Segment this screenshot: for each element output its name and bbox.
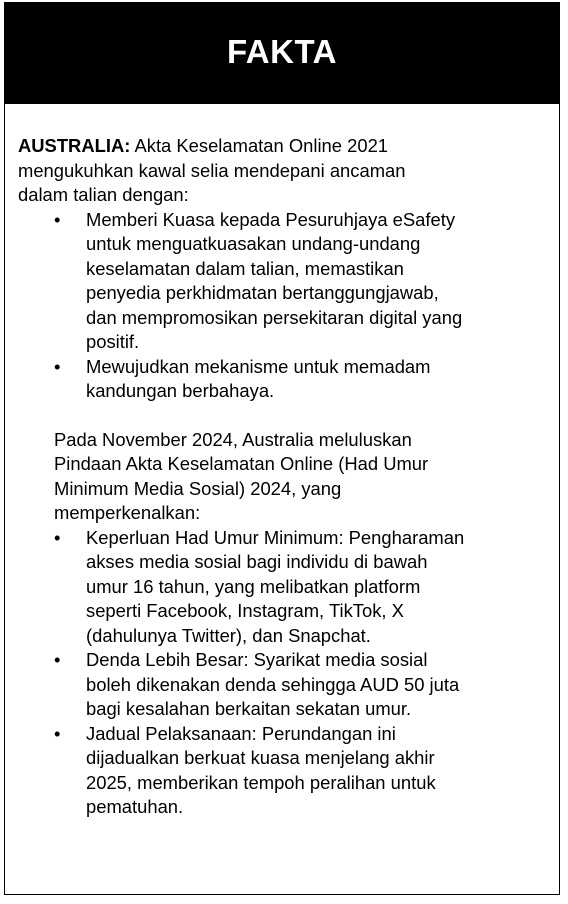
list-1-item-line: positif. xyxy=(86,331,140,352)
fact-header xyxy=(5,3,559,104)
paragraph-gap xyxy=(18,404,551,428)
list-2 xyxy=(18,526,551,820)
intro-line-1 xyxy=(18,134,551,159)
paragraph-2-line: Pindaan Akta Keselamatan Online (Had Umur xyxy=(54,453,429,474)
list-1-item xyxy=(18,355,551,404)
list-2-item-line: umur 16 tahun, yang melibatkan platform xyxy=(86,575,421,597)
list-1-item-line: dan mempromosikan persekitaran digital yang xyxy=(86,306,463,328)
paragraph-2 xyxy=(18,428,551,526)
list-1-item-line: Mewujudkan mekanisme untuk memadam xyxy=(86,355,431,377)
fact-content xyxy=(18,134,551,820)
list-1-item-line: keselamatan dalam talian, memastikan xyxy=(86,257,404,279)
fact-title: FAKTA xyxy=(226,32,338,70)
list-2-item xyxy=(18,648,551,722)
list-2-item-line: seperti Facebook, Instagram, TikTok, X xyxy=(86,600,404,621)
bullet-icon: • xyxy=(54,355,61,377)
list-2-item xyxy=(18,722,551,820)
list-2-item-line: Denda Lebih Besar: Syarikat media sosial xyxy=(86,649,428,670)
list-2-item-line: boleh dikenakan denda sehingga AUD 50 juta xyxy=(86,673,460,695)
list-1-item xyxy=(18,208,551,355)
list-2-item-line: dijadualkan berkuat kuasa menjelang akhir xyxy=(86,747,435,768)
bullet-icon: • xyxy=(54,649,61,670)
bullet-icon: • xyxy=(54,526,61,548)
fact-box xyxy=(4,2,560,895)
paragraph-2-line: Minimum Media Sosial) 2024, yang xyxy=(54,477,342,499)
paragraph-2-line: memperkenalkan: xyxy=(54,502,201,523)
list-1-item-line: untuk menguatkuasakan undang-undang xyxy=(86,233,421,254)
intro-line-2: mengukuhkan kawal selia mendepani ancaman xyxy=(18,159,406,181)
bullet-icon: • xyxy=(54,722,61,744)
list-2-item-line: akses media sosial bagi individu di bawah xyxy=(86,551,428,572)
list-2-item-line: bagi kesalahan berkaitan sekatan umur. xyxy=(86,698,412,719)
list-1 xyxy=(18,208,551,404)
intro-label: AUSTRALIA: xyxy=(18,135,131,156)
list-1-item-line: penyedia perkhidmatan bertanggungjawab, xyxy=(86,282,439,303)
list-2-item-line: Keperluan Had Umur Minimum: Pengharaman xyxy=(86,526,465,548)
list-2-item-line: (dahulunya Twitter), dan Snapchat. xyxy=(86,624,371,646)
list-2-item-line: 2025, memberikan tempoh peralihan untuk xyxy=(86,771,436,793)
intro-line-3: dalam talian dengan: xyxy=(18,184,189,205)
list-2-item-line: Jadual Pelaksanaan: Perundangan ini xyxy=(86,722,396,744)
list-1-item-line: Memberi Kuasa kepada Pesuruhjaya eSafety xyxy=(86,208,456,230)
list-2-item xyxy=(18,526,551,649)
bullet-icon: • xyxy=(54,208,61,230)
paragraph-2-line: Pada November 2024, Australia meluluskan xyxy=(54,428,412,450)
intro-line-1-rest: Akta Keselamatan Online 2021 xyxy=(134,135,389,156)
list-1-item-line: kandungan berbahaya. xyxy=(86,380,275,401)
list-2-item-line: pematuhan. xyxy=(86,796,184,817)
